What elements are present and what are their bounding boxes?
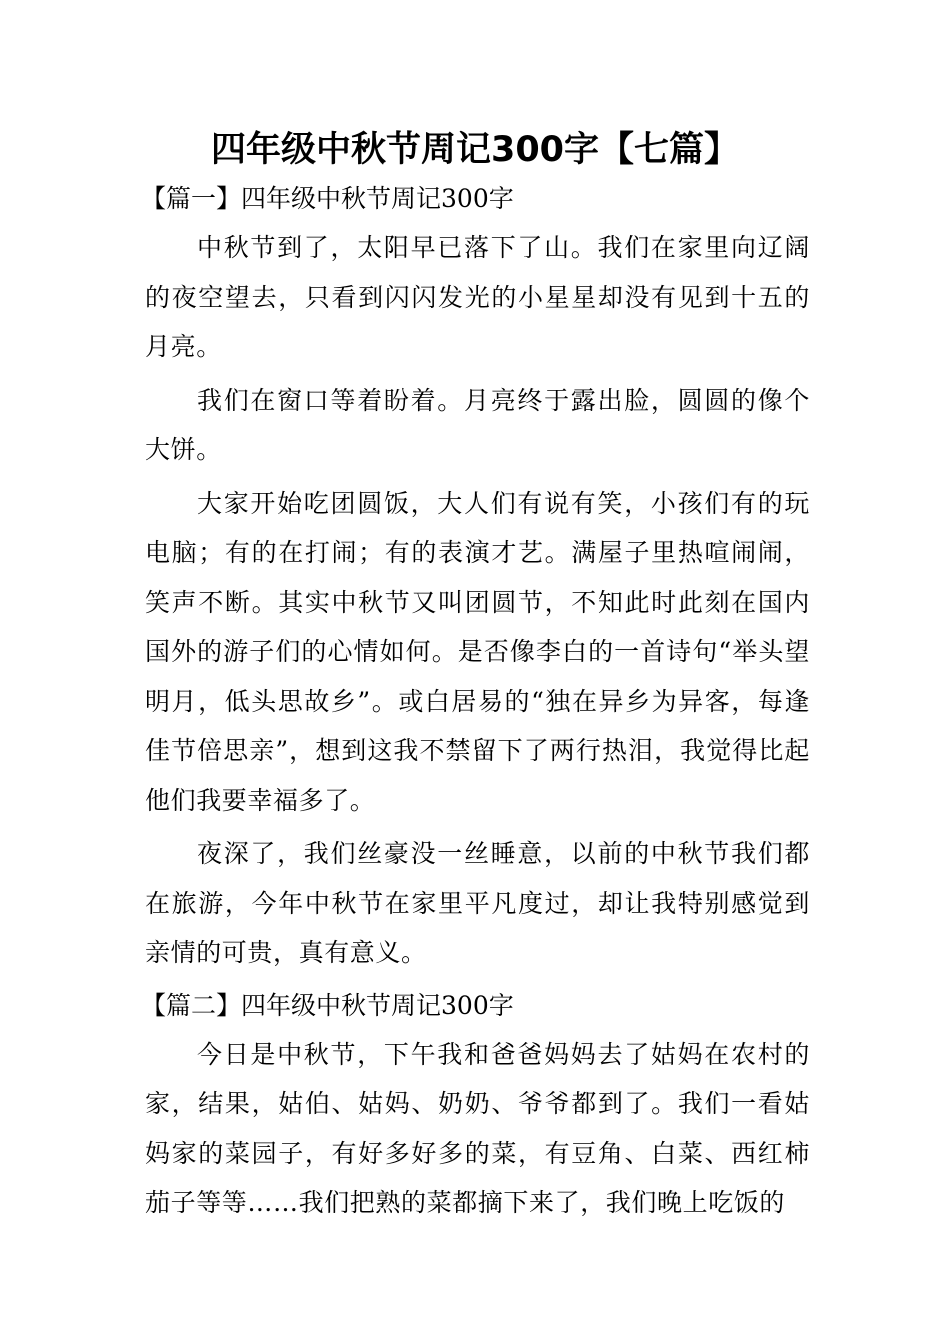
paragraph: 中秋节到了，太阳早已落下了山。我们在家里向辽阔的夜空望去，只看到闪闪发光的小星星却没有见到十五的月亮。 [145,233,810,361]
paragraph: 夜深了，我们丝豪没一丝睡意，以前的中秋节我们都在旅游，今年中秋节在家里平凡度过，却让我特别感觉到亲情的可贵，真有意义。 [145,839,810,967]
paragraph: 我们在窗口等着盼着。月亮终于露出脸，圆圆的像个大饼。 [145,385,810,464]
paragraph: 大家开始吃团圆饭，大人们有说有笑，小孩们有的玩电脑；有的在打闹；有的表演才艺。满屋子里热喧闹闹，笑声不断。其实中秋节又叫团圆节，不知此时此刻在国内国外的游子们的心情如何。是否像李白的一首诗句“举头望明月，低头思故乡”。或白居易的“独在异乡为异客，每逢佳节倍思亲”，想到这我不禁留下了两行热泪，我觉得比起他们我要幸福多了。 [145,488,810,815]
section-1 [141,175,810,978]
document-title: 四年级中秋节周记300字【七篇】 [210,130,740,170]
document-body [141,175,810,1232]
section-heading: 【篇二】四年级中秋节周记300字 [141,990,514,1020]
paragraph: 今日是中秋节，下午我和爸爸妈妈去了姑妈在农村的家，结果，姑伯、姑妈、奶奶、爷爷都到了。我们一看姑妈家的菜园子，有好多好多的菜，有豆角、白菜、西红柿茄子等等……我们把熟的菜都摘下来了，我们晚上吃饭的 [145,1039,810,1217]
section-heading: 【篇一】四年级中秋节周记300字 [141,184,514,213]
section-2 [141,982,810,1228]
